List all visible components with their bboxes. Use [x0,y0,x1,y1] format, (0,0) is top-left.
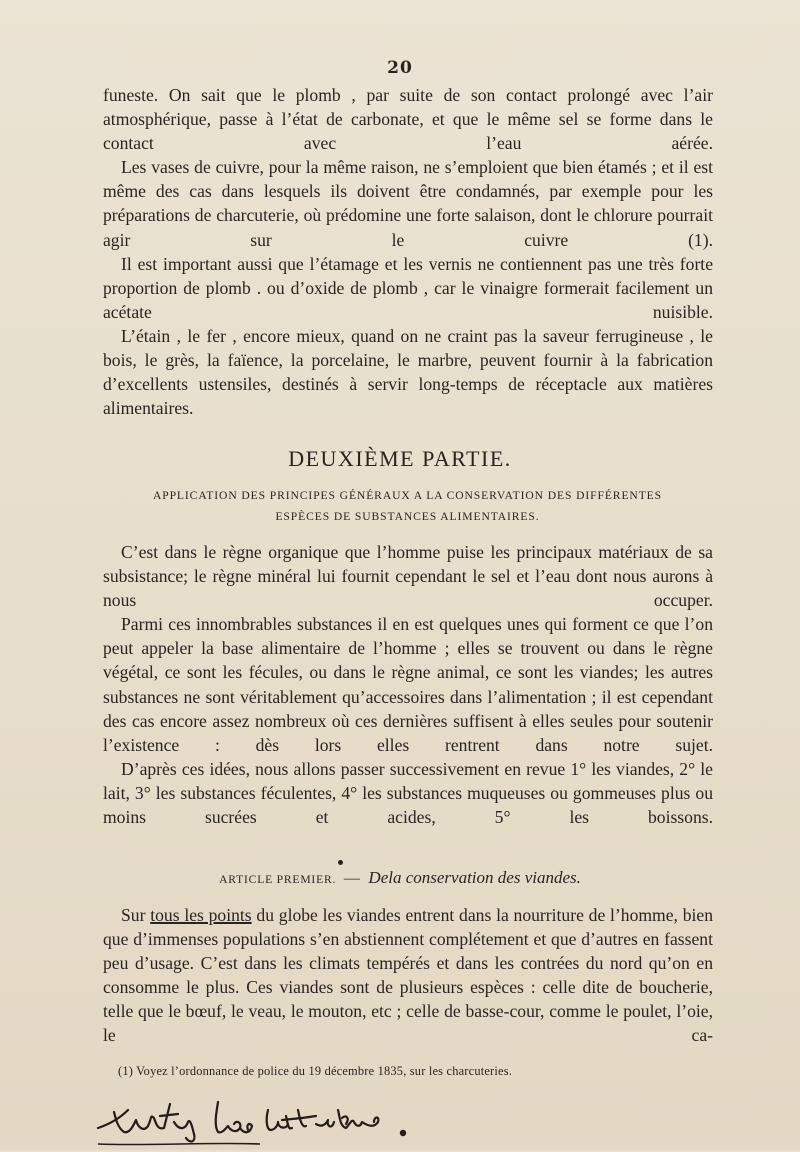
paragraph: Parmi ces innombrables substances il en est quelques unes qui forment ce que l’on peut appeler la base alimentaire de l’homme ; elles se trouvent ou dans le règne végétal, ce sont les fécules, ou dans le règne animal, ce sont les viandes; les autres substances ne sont véritablement qu’accessoires dans l’alimentation ; il est cependant des cas encore assez nombreux où ces dernières suffisent à elles seules pour soutenir l’existence : dès lors elles rentrent dans notre sujet. [103,614,713,755]
part-title: DEUXIÈME PARTIE. [288,446,512,471]
article-heading [0,868,800,888]
part-subtitle-line: ESPÈCES DE SUBSTANCES ALIMENTAIRES. [275,510,540,523]
text-run: du globe les viandes entrent dans la nourriture de l’homme, bien que d’immenses populations s’en abstiennent complétement et que d’autres en fassent peu d’usage. C’est dans les climats tempérés et dans les contrées du nord qu’on en consomme le plus. Ces viandes sont de plusieurs espèces : celle dite de boucherie, telle que le bœuf, le veau, le mouton, etc ; celle de basse-cour, comme le poulet, l’oie, le ca- [103,905,714,1046]
paragraph: Il est important aussi que l’étamage et les vernis ne contiennent pas une très forte proportion de plomb . ou d’oxide de plomb , car le vinaigre formerait facilement un acétate nuisible. [103,253,713,322]
paragraph: Les vases de cuivre, pour la même raison, ne s’emploient que bien étamés ; et il est même des cas dans lesquels ils doivent être condamnés, par exemple pour les préparations de charcuterie, où prédomine une forte salaison, dont le chlorure pourrait agir sur le cuivre (1). [103,157,713,250]
handwriting-svg [90,1088,410,1148]
text-block-top [103,83,713,420]
ink-dot [338,860,343,865]
footnote: (1) Voyez l’ordonnance de police du 19 décembre 1835, sur les charcuteries. [118,1064,513,1078]
paragraph: funeste. On sait que le plomb , par suite de son contact prolongé avec l’air atmosphérique, passe à l’état de carbonate, et que le même sel se forme dans le contact avec l’eau aérée. [103,85,713,154]
paragraph [103,903,713,1048]
page-number: 20 [387,58,413,78]
text-block-bottom [103,903,713,1048]
text-run: Sur [121,905,151,925]
paragraph: C’est dans le règne organique que l’homme puise les principaux matériaux de sa subsistance; le règne minéral lui fournit cependant le sel et l’eau dont nous aurons à nous occuper. [103,542,713,611]
article-dash: — [343,870,361,887]
underlined-phrase: tous les points [150,905,252,925]
part-subtitle-line: APPLICATION DES PRINCIPES GÉNÉRAUX A LA CONSERVATION DES DIFFÉRENTES [152,489,663,502]
paragraph: D’après ces idées, nous allons passer successivement en revue 1° les viandes, 2° le lait, 3° les substances féculentes, 4° les substances muqueuses ou gommeuses plus ou moins sucrées et acides, 5° les boissons. [103,758,713,828]
article-label: ARTICLE PREMIER. [219,873,337,886]
paragraph: L’étain , le fer , encore mieux, quand on ne craint pas la saveur ferrugineuse , le bois, le grès, la faïence, la porcelaine, le marbre, peuvent fournir à la fabrication d’excellents ustensiles, destinés à servir long-temps de réceptacle aux matières alimentaires. [103,325,713,419]
handwritten-annotation [90,1088,410,1152]
article-title: Dela conservation des viandes. [368,868,581,887]
text-block-middle [103,540,713,829]
part-subtitle [100,485,715,527]
